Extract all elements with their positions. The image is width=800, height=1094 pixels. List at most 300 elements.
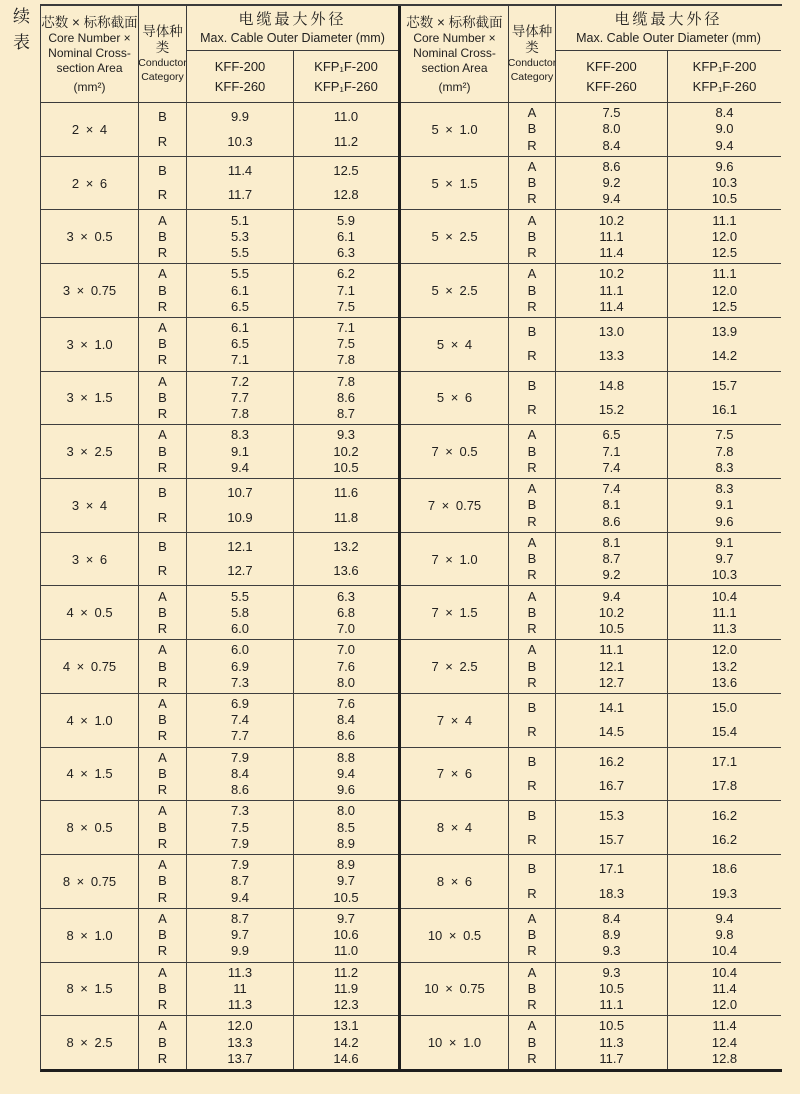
conductor-category-column — [138, 694, 186, 747]
core-size-label: 4 × 0.5 — [66, 605, 113, 621]
conductor-category-value: B — [527, 282, 537, 298]
table-row-group — [41, 263, 398, 317]
kfp1f-diameter-column — [293, 748, 398, 801]
conductor-category-column — [138, 318, 186, 371]
kff-diameter-value: 11.1 — [599, 282, 624, 298]
kfp1f-diameter-value: 11.0 — [333, 109, 359, 125]
conductor-category-value: A — [158, 857, 167, 873]
table-row-group — [401, 1015, 781, 1069]
conductor-category-column — [508, 103, 555, 156]
kfp1f-diameter-value: 11.3 — [712, 621, 737, 637]
kfp1f-diameter-value: 16.1 — [711, 402, 738, 418]
kff-diameter-value: 9.2 — [602, 175, 621, 191]
kff-diameter-value: 10.9 — [227, 509, 253, 525]
kff-diameter-value: 5.8 — [230, 604, 250, 620]
kff-diameter-value: 5.5 — [230, 266, 250, 282]
conductor-category-value: B — [527, 807, 537, 823]
kfp1f-diameter-value: 7.8 — [715, 443, 734, 459]
kff-diameter-column — [555, 318, 667, 371]
kff-diameter-value: 5.3 — [230, 228, 250, 244]
kff-diameter-column — [555, 210, 667, 263]
kff-diameter-column — [555, 157, 667, 210]
conductor-category-column — [138, 425, 186, 478]
kfp1f-diameter-value: 12.8 — [333, 187, 359, 203]
kfp1f-diameter-value: 6.2 — [336, 266, 356, 282]
conductor-category-column — [138, 748, 186, 801]
kff-diameter-value: 12.7 — [227, 563, 253, 579]
kff-diameter-value: 7.7 — [230, 389, 250, 405]
conductor-category-column — [508, 318, 555, 371]
kfp1f-diameter-value: 14.6 — [333, 1050, 359, 1066]
kff-diameter-value: 7.4 — [602, 459, 621, 475]
table-row-group — [401, 317, 781, 371]
core-size-label: 8 × 1.5 — [66, 981, 113, 997]
kff-diameter-value: 10.5 — [598, 621, 625, 637]
conductor-category-value: B — [527, 551, 537, 567]
max-diameter-header-en: Max. Cable Outer Diameter (mm) — [200, 30, 385, 45]
kfp1f-diameter-value: 10.4 — [711, 943, 738, 959]
table-row-group — [41, 156, 398, 210]
kff-diameter-value: 8.9 — [602, 927, 621, 943]
kfp1f-diameter-value: 6.3 — [336, 245, 356, 261]
core-size-label: 7 × 1.0 — [431, 551, 478, 567]
core-size-label: 5 × 6 — [436, 390, 473, 406]
kff-diameter-value: 11.1 — [599, 642, 624, 658]
core-size-label: 8 × 1.0 — [66, 927, 113, 943]
kfp1f-diameter-column — [667, 372, 781, 425]
conductor-category-value: B — [158, 765, 167, 781]
core-size-label: 7 × 0.75 — [427, 497, 482, 513]
kff-diameter-value: 11.4 — [599, 298, 624, 314]
conductor-category-value: A — [527, 964, 537, 980]
kfp1f-diameter-value: 11.6 — [333, 485, 359, 501]
kff-diameter-value: 6.9 — [230, 696, 250, 712]
core-size-label: 8 × 4 — [436, 820, 473, 836]
kff-diameter-value: 5.5 — [230, 588, 250, 604]
core-size-header-en1: Core Number × — [48, 31, 131, 45]
kfp1f-diameter-column — [667, 103, 781, 156]
conductor-category-column — [508, 157, 555, 210]
kff-diameter-column — [555, 963, 667, 1016]
kfp1f-diameter-column — [667, 586, 781, 639]
kff-diameter-value: 10.2 — [598, 604, 625, 620]
kff-diameter-value: 7.4 — [602, 481, 621, 497]
kff-diameter-value: 6.1 — [230, 319, 250, 335]
kfp1f-diameter-value: 9.7 — [336, 873, 356, 889]
kfp1f-diameter-column — [293, 533, 398, 586]
kfp1f-diameter-value: 9.0 — [715, 121, 734, 137]
kff-diameter-column — [186, 157, 293, 210]
kff-diameter-value: 11.3 — [227, 964, 253, 980]
conductor-category-value: R — [157, 352, 168, 368]
conductor-header-en2: Category — [141, 71, 184, 83]
kfp1f-diameter-value: 13.2 — [711, 658, 738, 674]
conductor-category-value: R — [157, 459, 168, 475]
kfp1f-diameter-column — [293, 210, 398, 263]
table-row-group — [401, 747, 781, 801]
conductor-category-column — [508, 694, 555, 747]
core-size-header — [41, 6, 138, 102]
conductor-category-value: R — [527, 137, 537, 153]
kff-diameter-value: 6.5 — [230, 298, 250, 314]
conductor-category-value: R — [157, 187, 168, 203]
kfp1f-diameter-column — [293, 479, 398, 532]
kfp1f-diameter-value: 7.0 — [336, 642, 356, 658]
kfp1f-diameter-column — [293, 694, 398, 747]
kff-diameter-value: 7.4 — [230, 712, 250, 728]
kff-diameter-value: 7.1 — [230, 352, 250, 368]
core-size-label: 5 × 1.5 — [431, 175, 478, 191]
kff-header-line1: KFF-200 — [214, 58, 266, 74]
kff-diameter-value: 9.4 — [602, 191, 621, 207]
kff-diameter-column — [555, 855, 667, 908]
kfp1f-diameter-value: 5.9 — [336, 212, 356, 228]
kfp1f-diameter-value: 9.6 — [715, 158, 734, 174]
conductor-category-value: R — [157, 835, 168, 851]
kfp1f-diameter-value: 11.2 — [333, 133, 359, 149]
kff-diameter-value: 10.7 — [227, 485, 253, 501]
kfp1f-diameter-value: 9.4 — [336, 765, 356, 781]
conductor-header-zh2: 类 — [155, 40, 170, 55]
kfp1f-diameter-value: 19.3 — [711, 885, 738, 901]
conductor-category-value: B — [527, 980, 537, 996]
kff-diameter-value: 7.9 — [230, 857, 250, 873]
kff-diameter-value: 6.0 — [230, 621, 250, 637]
max-diameter-header-en: Max. Cable Outer Diameter (mm) — [576, 30, 761, 45]
conductor-category-column — [138, 157, 186, 210]
table-row-group — [401, 424, 781, 478]
kfp1f-diameter-value: 7.5 — [336, 298, 356, 314]
kff-diameter-value: 7.7 — [230, 728, 250, 744]
kfp1f-diameter-value: 18.6 — [711, 861, 738, 877]
kff-diameter-value: 8.7 — [602, 551, 621, 567]
conductor-category-column — [508, 210, 555, 263]
kff-diameter-value: 11 — [233, 980, 247, 996]
kfp1f-diameter-value: 7.5 — [715, 427, 734, 443]
conductor-category-column — [508, 586, 555, 639]
table-row-group — [401, 103, 781, 156]
kfp1f-diameter-value: 16.2 — [711, 807, 738, 823]
conductor-category-value: R — [527, 245, 537, 261]
core-size-label: 3 × 0.5 — [66, 229, 113, 245]
kff-diameter-value: 15.7 — [598, 831, 625, 847]
table-row-group — [41, 747, 398, 801]
core-size-label: 7 × 0.5 — [431, 444, 478, 460]
kff-header-line1: KFF-200 — [586, 58, 637, 74]
kfp1f-diameter-value: 11.2 — [333, 964, 359, 980]
conductor-category-value: R — [527, 402, 537, 418]
core-size-label: 7 × 4 — [436, 712, 473, 728]
kff-diameter-value: 10.5 — [598, 980, 625, 996]
table-row-group — [41, 103, 398, 156]
table-header-right — [401, 6, 781, 103]
table-row-group — [41, 317, 398, 371]
continued-table-label: 续表 — [10, 7, 29, 59]
kfp1f-diameter-value: 8.3 — [715, 459, 734, 475]
kff-diameter-value: 15.3 — [598, 807, 625, 823]
core-size-header-en3: section Area — [421, 61, 488, 75]
table-right-half — [398, 6, 781, 1069]
kff-diameter-value: 8.6 — [230, 782, 250, 798]
kff-diameter-value: 17.1 — [598, 861, 625, 877]
conductor-category-column — [138, 963, 186, 1016]
kfp1f-diameter-value: 10.6 — [333, 927, 359, 943]
kff-diameter-column — [555, 479, 667, 532]
conductor-category-value: B — [527, 121, 537, 137]
kfp1f-diameter-value: 17.1 — [711, 753, 738, 769]
conductor-category-column — [508, 855, 555, 908]
kfp1f-diameter-value: 12.0 — [711, 228, 738, 244]
table-header-left — [41, 6, 398, 103]
max-diameter-header-zh: 电缆最大外径 — [238, 10, 347, 28]
conductor-category-column — [138, 801, 186, 854]
kfp1f-diameter-value: 8.7 — [336, 406, 356, 422]
conductor-category-value: R — [527, 513, 537, 529]
conductor-category-value: B — [527, 658, 537, 674]
table-row-group — [41, 532, 398, 586]
kfp1f-diameter-column — [293, 586, 398, 639]
kff-diameter-column — [186, 586, 293, 639]
kff-diameter-value: 5.5 — [230, 245, 250, 261]
conductor-category-value: B — [527, 861, 537, 877]
conductor-category-value: R — [527, 885, 537, 901]
kff-diameter-value: 8.7 — [230, 910, 250, 926]
table-left-half — [41, 6, 398, 1069]
kfp1f-diameter-column — [667, 694, 781, 747]
kfp1f-diameter-value: 15.7 — [711, 377, 738, 393]
conductor-header-zh2: 类 — [525, 40, 539, 55]
conductor-category-column — [508, 963, 555, 1016]
conductor-category-value: A — [527, 534, 537, 550]
kfp1f-diameter-value: 6.1 — [336, 228, 356, 244]
conductor-category-column — [138, 533, 186, 586]
kff-diameter-value: 6.5 — [602, 427, 621, 443]
kfp1f-diameter-value: 8.6 — [336, 728, 356, 744]
kfp1f-diameter-column — [667, 1016, 781, 1069]
kfp1f-diameter-column — [667, 533, 781, 586]
conductor-category-value: A — [158, 427, 167, 443]
kfp1f-diameter-value: 14.2 — [711, 348, 738, 364]
conductor-category-column — [138, 1016, 186, 1069]
conductor-category-value: B — [527, 753, 537, 769]
kfp1f-diameter-value: 12.5 — [333, 162, 359, 178]
conductor-category-value: A — [527, 588, 537, 604]
kff-diameter-column — [555, 640, 667, 693]
kff-diameter-value: 11.7 — [599, 1050, 624, 1066]
conductor-category-value: B — [158, 282, 167, 298]
kff-diameter-column — [555, 801, 667, 854]
conductor-category-value: A — [158, 266, 167, 282]
conductor-category-value: R — [157, 509, 168, 525]
max-diameter-header-zh: 电缆最大外径 — [614, 10, 723, 28]
conductor-category-value: R — [527, 621, 537, 637]
kfp1f-diameter-value: 13.1 — [333, 1018, 359, 1034]
conductor-category-column — [508, 748, 555, 801]
conductor-category-column — [138, 909, 186, 962]
conductor-category-column — [508, 425, 555, 478]
kfp1f-diameter-column — [293, 909, 398, 962]
kff-diameter-column — [555, 586, 667, 639]
conductor-category-column — [508, 479, 555, 532]
kff-diameter-value: 18.3 — [598, 885, 625, 901]
conductor-category-value: B — [158, 228, 167, 244]
conductor-category-value: B — [158, 819, 167, 835]
conductor-category-value: B — [527, 497, 537, 513]
kfp1f-diameter-value: 8.9 — [336, 857, 356, 873]
kff-diameter-value: 11.4 — [227, 162, 253, 178]
core-size-label: 2 × 6 — [71, 175, 108, 191]
kfp1f-diameter-value: 10.5 — [333, 459, 359, 475]
core-size-header-zh: 芯数 × 标称截面 — [406, 15, 503, 30]
kff-diameter-value: 12.7 — [598, 674, 625, 690]
conductor-category-value: B — [527, 228, 537, 244]
kff-diameter-column — [555, 1016, 667, 1069]
kff-column-header — [186, 51, 293, 102]
conductor-category-value: R — [157, 728, 168, 744]
conductor-category-value: R — [157, 1050, 168, 1066]
conductor-category-value: B — [158, 538, 167, 554]
kff-diameter-value: 8.0 — [602, 121, 621, 137]
kfp1f-diameter-value: 10.4 — [711, 588, 738, 604]
kfp1f-column-header — [667, 51, 781, 102]
kfp1f-header-line2: KFP₁F-260 — [692, 78, 757, 94]
table-row-group — [41, 478, 398, 532]
conductor-category-value: B — [158, 389, 167, 405]
kff-diameter-value: 13.0 — [598, 324, 625, 340]
kfp1f-diameter-value: 12.8 — [711, 1050, 738, 1066]
kff-diameter-value: 8.4 — [602, 910, 621, 926]
core-size-label: 5 × 2.5 — [431, 283, 478, 299]
conductor-category-column — [138, 640, 186, 693]
table-body-right — [401, 103, 781, 1069]
core-size-label: 3 × 6 — [71, 551, 108, 567]
core-size-header-zh: 芯数 × 标称截面 — [41, 15, 138, 30]
kfp1f-header-line1: KFP₁F-200 — [314, 58, 378, 74]
conductor-category-value: B — [158, 980, 167, 996]
conductor-category-value: A — [158, 373, 167, 389]
table-row-group — [401, 908, 781, 962]
kfp1f-diameter-column — [667, 264, 781, 317]
core-size-label: 3 × 2.5 — [66, 444, 113, 460]
kfp1f-diameter-value: 6.3 — [336, 588, 356, 604]
conductor-category-column — [508, 640, 555, 693]
conductor-category-value: B — [527, 604, 537, 620]
core-size-label: 8 × 2.5 — [66, 1035, 113, 1051]
kfp1f-diameter-value: 7.8 — [336, 373, 356, 389]
conductor-category-column — [138, 210, 186, 263]
kfp1f-diameter-value: 7.0 — [336, 621, 356, 637]
conductor-category-column — [508, 372, 555, 425]
kff-diameter-value: 8.4 — [602, 137, 621, 153]
core-size-label: 10 × 1.0 — [427, 1035, 482, 1051]
kff-diameter-column — [555, 533, 667, 586]
kfp1f-diameter-value: 11.8 — [333, 509, 359, 525]
kfp1f-diameter-value: 13.6 — [333, 563, 359, 579]
conductor-category-value: R — [527, 191, 537, 207]
kff-diameter-value: 7.9 — [230, 749, 250, 765]
kff-diameter-value: 5.1 — [230, 212, 250, 228]
kfp1f-diameter-value: 8.0 — [336, 674, 356, 690]
conductor-category-value: R — [527, 567, 537, 583]
kfp1f-diameter-value: 13.2 — [333, 538, 359, 554]
kfp1f-diameter-value: 11.0 — [333, 943, 359, 959]
table-row-group — [401, 639, 781, 693]
conductor-category-value: B — [527, 700, 537, 716]
table-row-group — [41, 639, 398, 693]
kfp1f-diameter-value: 12.5 — [711, 245, 738, 261]
max-diameter-header — [555, 6, 781, 51]
conductor-category-value: R — [527, 724, 537, 740]
kff-diameter-value: 7.3 — [230, 674, 250, 690]
conductor-category-value: A — [158, 803, 167, 819]
kfp1f-diameter-value: 11.1 — [712, 266, 737, 282]
kff-diameter-column — [555, 909, 667, 962]
core-size-header-en2: Nominal Cross- — [48, 46, 131, 60]
kfp1f-diameter-value: 8.8 — [336, 749, 356, 765]
kff-diameter-value: 7.9 — [230, 835, 250, 851]
kff-diameter-value: 14.1 — [598, 700, 625, 716]
table-row-group — [41, 908, 398, 962]
kfp1f-diameter-value: 10.3 — [711, 567, 738, 583]
kff-diameter-column — [186, 318, 293, 371]
kfp1f-diameter-value: 7.6 — [336, 696, 356, 712]
kff-column-header — [555, 51, 667, 102]
conductor-category-column — [508, 909, 555, 962]
kff-diameter-value: 12.1 — [598, 658, 625, 674]
conductor-category-column — [138, 479, 186, 532]
kff-diameter-value: 9.3 — [602, 964, 621, 980]
kfp1f-diameter-value: 9.7 — [715, 551, 734, 567]
kfp1f-diameter-value: 11.4 — [712, 980, 737, 996]
conductor-category-value: A — [527, 212, 537, 228]
kfp1f-diameter-value: 12.3 — [333, 997, 359, 1013]
core-size-header-en1: Core Number × — [413, 31, 496, 45]
table-row-group — [401, 156, 781, 210]
core-size-label: 10 × 0.5 — [427, 927, 482, 943]
table-row-group — [41, 854, 398, 908]
kff-diameter-value: 15.2 — [598, 402, 625, 418]
kff-diameter-value: 7.2 — [230, 373, 250, 389]
conductor-category-value: R — [527, 831, 537, 847]
kfp1f-diameter-value: 15.0 — [711, 700, 738, 716]
core-size-label: 8 × 0.5 — [66, 820, 113, 836]
kfp1f-diameter-value: 10.5 — [333, 889, 359, 905]
kfp1f-diameter-value: 11.1 — [712, 212, 737, 228]
conductor-category-column — [508, 533, 555, 586]
conductor-category-value: A — [158, 319, 167, 335]
kfp1f-diameter-value: 12.0 — [711, 997, 738, 1013]
kff-diameter-value: 8.6 — [602, 158, 621, 174]
kff-header-line2: KFF-260 — [586, 78, 637, 94]
kff-diameter-column — [186, 533, 293, 586]
conductor-category-value: B — [527, 1034, 537, 1050]
core-size-label: 2 × 4 — [71, 121, 108, 137]
table-row-group — [401, 800, 781, 854]
core-size-header-unit: (mm²) — [438, 80, 471, 94]
kfp1f-diameter-value: 7.8 — [336, 352, 356, 368]
kff-diameter-value: 7.5 — [602, 105, 621, 121]
kfp1f-diameter-value: 11.1 — [712, 604, 737, 620]
core-size-header-en3: section Area — [56, 61, 123, 75]
conductor-category-value: B — [158, 109, 167, 125]
table-row-group — [401, 478, 781, 532]
kfp1f-diameter-column — [667, 210, 781, 263]
kfp1f-diameter-column — [293, 1016, 398, 1069]
kfp1f-diameter-value: 8.4 — [336, 712, 356, 728]
core-size-label: 10 × 0.75 — [424, 981, 485, 997]
kfp1f-diameter-column — [667, 963, 781, 1016]
kfp1f-diameter-value: 11.9 — [333, 980, 359, 996]
